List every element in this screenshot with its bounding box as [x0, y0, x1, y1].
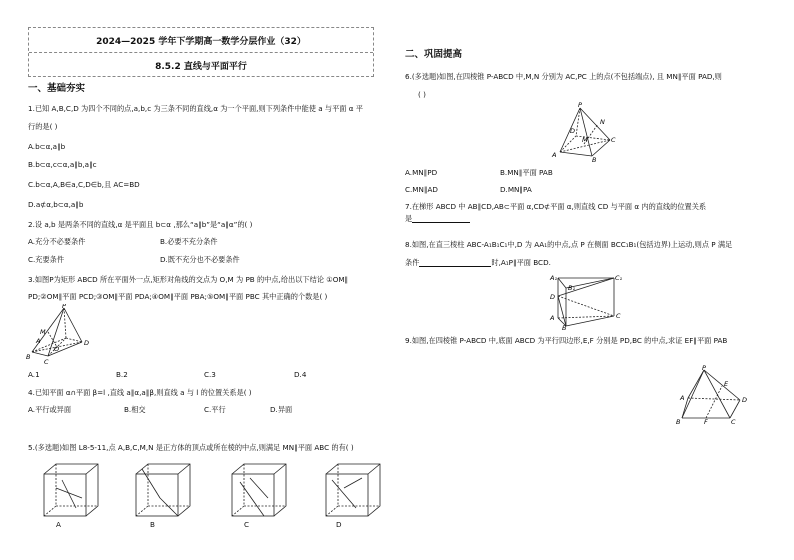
q7-stem: 7.在梯形 ABCD 中 AB∥CD,AB⊂平面 α,CD⊄平面 α,则直线 CD 与平面 α 内的直线的位置关系 [405, 202, 707, 211]
q9-label-a: A [680, 394, 685, 402]
q8-answer-blank[interactable] [419, 258, 491, 267]
q3-label-o: O [54, 345, 60, 353]
q2-option-d: D.既不充分也不必要条件 [160, 255, 240, 264]
q3-option-d: D.4 [294, 370, 307, 379]
q8-label-d: D [550, 293, 556, 301]
q8-label-c: C [616, 312, 621, 320]
q4-option-c: C.平行 [204, 405, 226, 414]
section1-title: 一、基础夯实 [28, 83, 86, 94]
q5-caption-d: D [336, 520, 342, 529]
section2-title: 二、巩固提高 [405, 49, 463, 60]
q5-cube-figures [36, 458, 386, 520]
q5-cube-c [232, 464, 286, 516]
q6-option-a: A.MN∥PD [405, 168, 438, 177]
q6-pyramid-figure [548, 100, 620, 162]
q5-cube-b [136, 464, 190, 516]
q9-pyramid-figure [674, 364, 756, 424]
q5-caption-a: A [56, 520, 61, 529]
q3-option-b: B.2 [116, 370, 128, 379]
q2-option-b: B.必要不充分条件 [160, 237, 218, 246]
q8-stem2b: 时,A₁P∥平面 BCD. [491, 258, 551, 267]
q6-option-c: C.MN∥AD [405, 185, 438, 194]
q3-pyramid-figure [26, 304, 96, 364]
q8-label-c1: C₁ [615, 274, 623, 282]
q1-stem2: 行的是( ) [28, 122, 58, 131]
q6-label-b: B [592, 156, 597, 162]
q5-cube-d [326, 464, 380, 516]
q8-stem: 8.如图,在直三棱柱 ABC-A₁B₁C₁中,D 为 AA₁的中点,点 P 在侧面 BCC₁B₁(包括边界)上运动,则点 P 满足 [405, 240, 733, 249]
q8-label-b: B [562, 324, 567, 330]
q3-label-b: B [26, 353, 31, 361]
q1-stem: 1.已知 A,B,C,D 为四个不同的点,a,b,c 为三条不同的直线,α 为一个平面,则下列条件中能使 a 与平面 α 平 [28, 104, 363, 113]
page-subtitle: 8.5.2 直线与平面平行 [155, 62, 247, 72]
q8-stem2-line [405, 258, 551, 267]
q6-stem2: ( ) [418, 90, 426, 99]
q8-prism-figure [548, 272, 626, 330]
q6-label-c: C [611, 136, 616, 144]
q6-label-p: P [578, 101, 582, 109]
q1-option-b: B.b⊂α,c⊂α,a∥b,a∥c [28, 160, 97, 169]
q5-stem: 5.(多选题)如图 L8-5-11,点 A,B,C,M,N 是正方体的顶点或所在棱的中点,则满足 MN∥平面 ABC 的有( ) [28, 443, 354, 452]
q4-option-d: D.异面 [270, 405, 293, 414]
q5-caption-b: B [150, 520, 155, 529]
q9-label-p: P [702, 364, 706, 372]
q1-option-d: D.a⊄α,b⊂α,a∥b [28, 200, 84, 209]
q9-label-d: D [742, 396, 748, 404]
q3-stem2: PD;②OM∥平面 PCD;③OM∥平面 PDA;④OM∥平面 PBA;⑤OM∥平面 PBC 其中正确的个数是( ) [28, 292, 328, 301]
q3-label-a: A [36, 337, 41, 345]
q1-option-a: A.b⊂α,a∥b [28, 142, 66, 151]
q6-label-a: A [552, 151, 557, 159]
q8-stem2a: 条件 [405, 258, 420, 267]
q4-option-b: B.相交 [124, 405, 146, 414]
q3-label-m: M [40, 328, 46, 336]
q2-stem: 2.设 a,b 是两条不同的直线,α 是平面且 b⊂α ,那么“a∥b”是“a∥α”的( ) [28, 220, 253, 229]
q3-label-c: C [44, 358, 49, 364]
q7-stem2-line [405, 214, 470, 223]
q6-label-m: M [582, 136, 588, 144]
q9-stem: 9.如图,在四棱锥 P-ABCD 中,底面 ABCD 为平行四边形,E,F 分别是 PD,BC 的中点,求证 EF∥平面 PAB [405, 336, 728, 345]
q5-cube-a [44, 464, 98, 516]
q6-option-b: B.MN∥平面 PAB [500, 168, 553, 177]
q1-option-c: C.b⊂α,A,B∈a,C,D∈b,且 AC=BD [28, 180, 140, 189]
q3-option-a: A.1 [28, 370, 40, 379]
q7-answer-blank[interactable] [412, 214, 470, 223]
q2-option-c: C.充要条件 [28, 255, 65, 264]
q8-label-b1: B₁ [568, 284, 576, 292]
q3-stem: 3.如图P为矩形 ABCD 所在平面外一点,矩形对角线的交点为 O,M 为 PB 的中点,给出以下结论 ①OM∥ [28, 275, 349, 284]
q8-label-a: A [550, 314, 555, 322]
q6-stem: 6.(多选题)如图,在四棱锥 P-ABCD 中,M,N 分别为 AC,PC 上的点(不包括端点), 且 MN∥平面 PAD,则 [405, 72, 722, 81]
q4-option-a: A.平行或异面 [28, 405, 72, 414]
q2-option-a: A.充分不必要条件 [28, 237, 86, 246]
header-box [28, 27, 374, 77]
q3-label-p: P [62, 304, 66, 310]
q4-stem: 4.已知平面 α∩平面 β=l ,直线 a∥α,a∥β,则直线 a 与 l 的位置关系是( ) [28, 388, 252, 397]
q3-label-d: D [84, 339, 90, 347]
page-title: 2024—2025 学年下学期高一数学分层作业（32） [96, 37, 306, 47]
q9-label-e: E [724, 380, 729, 388]
q9-label-c: C [731, 418, 736, 424]
header-divider [29, 52, 373, 53]
q6-label-d: D [570, 127, 576, 135]
q5-caption-c: C [244, 520, 250, 529]
q6-option-d: D.MN∥PA [500, 185, 532, 194]
q9-label-f: F [704, 418, 708, 424]
q6-label-n: N [600, 118, 605, 126]
q3-option-c: C.3 [204, 370, 216, 379]
q9-label-b: B [676, 418, 681, 424]
q8-label-a1: A₁ [550, 274, 558, 282]
q7-stem2: 是 [405, 214, 413, 223]
